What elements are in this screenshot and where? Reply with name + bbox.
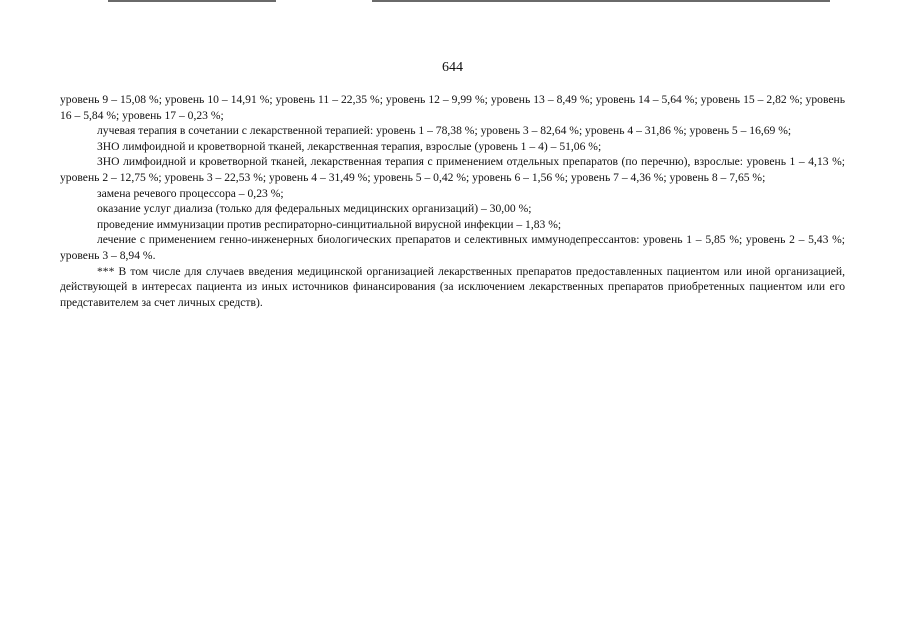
paragraph-dialysis: оказание услуг диализа (только для федеральных медицинских организаций) – 30,00 %;: [97, 202, 532, 216]
scan-edge-right: [372, 0, 830, 2]
paragraph-levels-continued: уровень 9 – 15,08 %; уровень 10 – 14,91 %; уровень 11 – 22,35 %; уровень 12 – 9,99 %; уровень 13 – 8,49 %; уровень 14 – 5,64 %; уровень 15 – 2,82 %; уровень 16 – 5,84 %; уровень 17 – 0,23 %;: [60, 93, 845, 122]
paragraph-radiation-therapy: лучевая терапия в сочетании с лекарственной терапией: уровень 1 – 78,38 %; уровень 3 – 82,64 %; уровень 4 – 31,86 %; уровень 5 – 16,69 %;: [97, 124, 792, 138]
paragraph-speech-processor: замена речевого процессора – 0,23 %;: [97, 186, 284, 200]
paragraph-zno-selected-drugs: ЗНО лимфоидной и кроветворной тканей, лекарственная терапия с применением отдельных препаратов (по перечню), взрослые: уровень 1 – 4,13 %; уровень 2 – 12,75 %; уровень 3 – 22,53 %; уровень 4 – 31,49 %; уровень 5 – 0,42 %; уровень 6 – 1,56 %; уровень 7 – 4,36 %; уровень 8 – 7,65 %;: [60, 155, 845, 184]
paragraph-footnote: *** В том числе для случаев введения медицинской организацией лекарственных препаратов предоставленных пациентом или иной организацией, действующей в интересах пациента из иных источников финансирования (за исключением лекарственных препаратов приобретенных пациентом или его представителем за счет личных средств).: [60, 264, 845, 309]
paragraph-zno-drug-therapy: ЗНО лимфоидной и кроветворной тканей, лекарственная терапия, взрослые (уровень 1 – 4) – 51,06 %;: [97, 139, 602, 153]
page-number: 644: [442, 60, 463, 75]
paragraph-immunization: проведение иммунизации против респираторно-синцитиальной вирусной инфекции – 1,83 %;: [97, 217, 562, 231]
paragraph-genetic-engineering: лечение с применением генно-инженерных биологических препаратов и селективных иммунодепрессантов: уровень 1 – 5,85 %; уровень 2 – 5,43 %; уровень 3 – 8,94 %.: [60, 233, 845, 262]
scan-edge-left: [108, 0, 276, 2]
document-body: [60, 92, 845, 310]
